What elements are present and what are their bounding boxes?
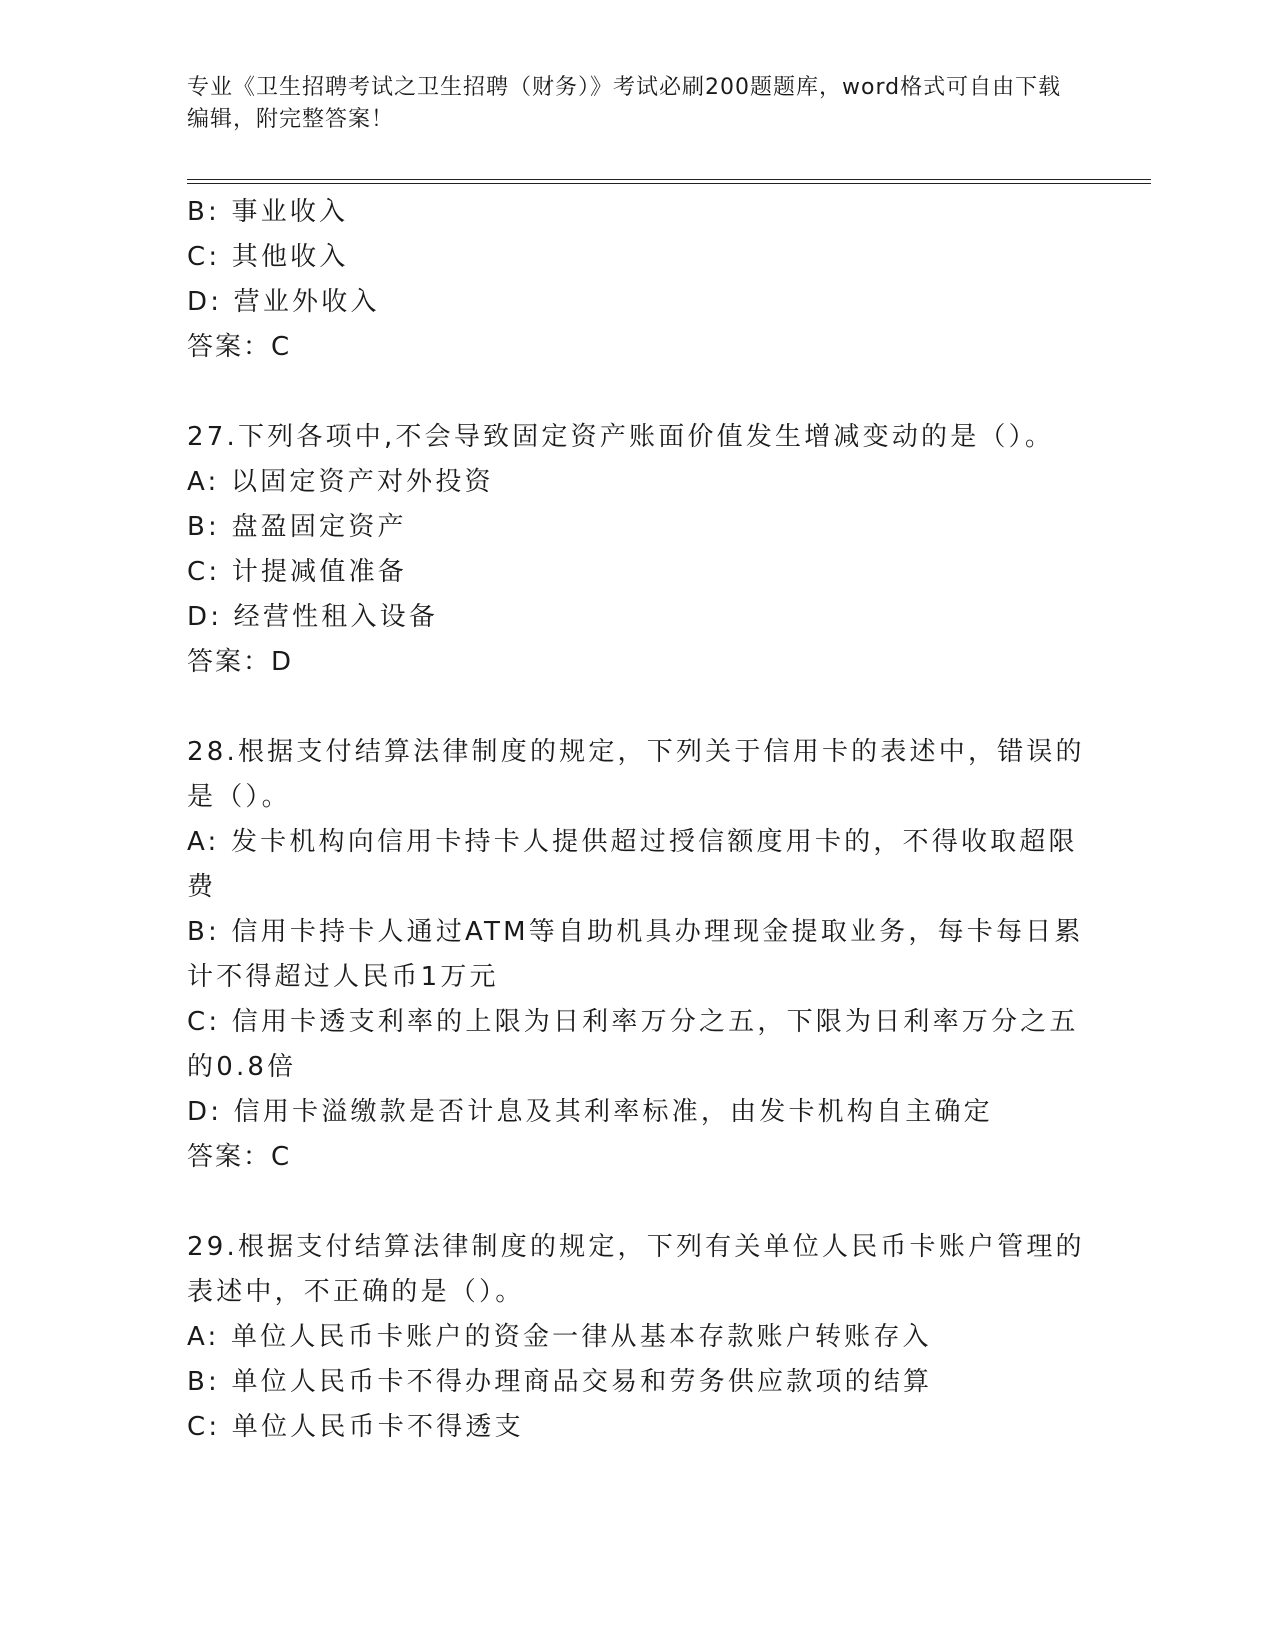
option-line: B: 盘盈固定资产 (187, 512, 407, 542)
question-text: 28.根据支付结算法律制度的规定，下列关于信用卡的表述中，错误的 (187, 737, 1085, 767)
option-line: B: 信用卡持卡人通过ATM等自助机具办理现金提取业务，每卡每日累 (187, 917, 1084, 947)
answer-line: 答案：C (187, 1142, 292, 1172)
option-line: C: 信用卡透支利率的上限为日利率万分之五，下限为日利率万分之五 (187, 1007, 1079, 1037)
document-header (187, 72, 1067, 136)
option-line: 费 (187, 872, 217, 902)
document-body (187, 190, 1087, 1450)
option-line: D: 经营性租入设备 (187, 602, 439, 632)
option-line: 计不得超过人民币1万元 (187, 962, 499, 992)
question-text: 27.下列各项中,不会导致固定资产账面价值发生增减变动的是（）。 (187, 422, 1055, 452)
header-text: 专业《卫生招聘考试之卫生招聘（财务）》考试必刷200题题库，word格式可自由下载编辑，附完整答案！ (187, 75, 1062, 132)
answer-line: 答案：C (187, 332, 292, 362)
option-line: 的0.8倍 (187, 1052, 297, 1082)
option-line: C: 其他收入 (187, 242, 349, 272)
header-divider-top (187, 179, 1151, 180)
option-line: C: 单位人民币卡不得透支 (187, 1412, 524, 1442)
option-line: C: 计提减值准备 (187, 557, 407, 587)
option-line: D: 营业外收入 (187, 287, 380, 317)
question-text: 表述中，不正确的是（）。 (187, 1277, 525, 1307)
option-line: A: 发卡机构向信用卡持卡人提供超过授信额度用卡的，不得收取超限 (187, 827, 1078, 857)
question-text: 29.根据支付结算法律制度的规定，下列有关单位人民币卡账户管理的 (187, 1232, 1085, 1262)
paragraph-spacer (187, 685, 1087, 730)
option-line: A: 以固定资产对外投资 (187, 467, 494, 497)
option-line: A: 单位人民币卡账户的资金一律从基本存款账户转账存入 (187, 1322, 932, 1352)
paragraph-spacer (187, 370, 1087, 415)
option-line: B: 事业收入 (187, 197, 349, 227)
header-divider-bottom (187, 183, 1151, 184)
option-line: D: 信用卡溢缴款是否计息及其利率标准，由发卡机构自主确定 (187, 1097, 993, 1127)
question-text: 是（）。 (187, 782, 291, 812)
option-line: B: 单位人民币卡不得办理商品交易和劳务供应款项的结算 (187, 1367, 933, 1397)
answer-line: 答案：D (187, 647, 294, 677)
paragraph-spacer (187, 1180, 1087, 1225)
